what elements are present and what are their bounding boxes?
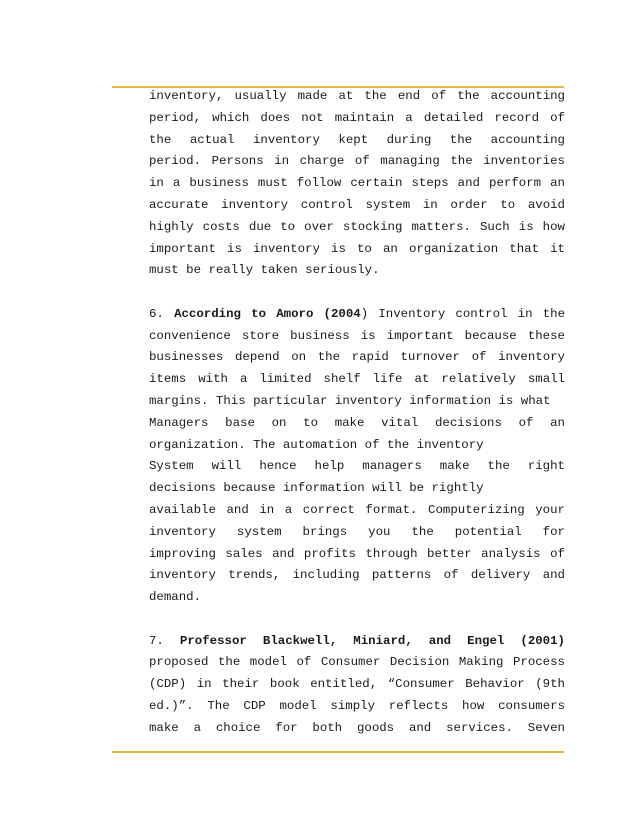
para1-line: highly costs due to over stocking matters. Such is how [149,219,565,234]
item6-line: inventory system brings you the potential for [149,524,565,539]
item6-line: available and in a correct format. Computerizing your [149,502,565,517]
para1-line: inventory, usually made at the end of the accounting [149,89,565,103]
footer-rule [112,751,564,753]
item6-first-line-rest: ) Inventory control in the [360,306,565,321]
item6-line: margins. This particular inventory information is what [149,393,551,408]
para1-line: period. Persons in charge of managing the inventories [149,154,565,169]
item7-number: 7. [149,633,164,648]
item6-number: 6. [149,306,164,321]
item6-first-line [149,304,565,326]
item6-line: System will hence help managers make the right [149,459,565,474]
item7-line: make a choice for both goods and services. Seven [149,720,565,735]
para1-line: important is inventory is to an organization that it [149,241,565,256]
document-body [149,86,565,740]
para1-line: accurate inventory control system in order to avoid [149,197,565,212]
para1-line: the actual inventory kept during the accounting [149,132,565,147]
item6-line: items with a limited shelf life at relatively small [149,372,565,387]
item6-line: improving sales and profits through better analysis of [149,546,565,561]
item6-line: convenience store business is important because these [149,328,565,343]
item6-line: inventory trends, including patterns of delivery and [149,568,565,583]
para1-line: in a business must follow certain steps and perform an [149,176,565,191]
item7-first-line [149,631,565,653]
item7-line: ed.)”. The CDP model simply reflects how consumers [149,698,565,713]
item7-line: (CDP) in their book entitled, “Consumer Behavior (9th [149,677,565,692]
para1-line: must be really taken seriously. [149,263,380,278]
item6-line: organization. The automation of the inventory [149,437,484,452]
item6-line: Managers base on to make vital decisions of an [149,415,565,430]
item7-line: proposed the model of Consumer Decision Making Process [149,655,565,670]
item6-line: decisions because information will be rightly [149,481,484,496]
item6-author: According to Amoro (2004 [174,306,361,321]
item6-line: businesses depend on the rapid turnover of inventory [149,350,565,365]
item6-line: demand. [149,590,202,605]
item7-author: Professor Blackwell, Miniard, and Engel (2001) [179,633,565,648]
para1-line: period, which does not maintain a detailed record of [149,110,565,125]
